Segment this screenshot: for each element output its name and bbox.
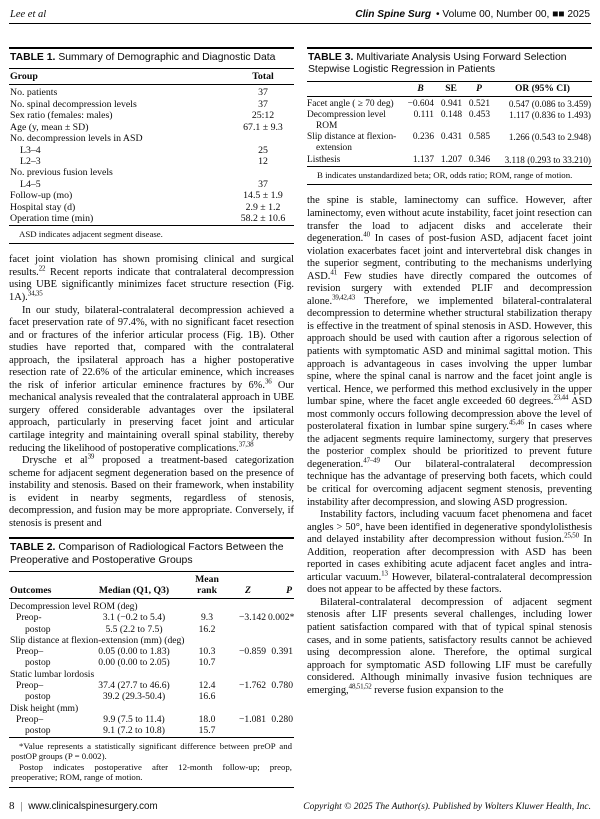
table-3-col-se: SE (437, 82, 465, 97)
table-row (9, 122, 294, 133)
table-3 (307, 47, 592, 185)
table-cell-value (232, 167, 294, 178)
table-row (9, 635, 294, 646)
table-cell-label: Age (y, mean ± SD) (10, 121, 89, 133)
running-head (9, 8, 591, 24)
table-2-caption: Comparison of Radiological Factors Between the Preoperative and Postoperative Groups (10, 542, 284, 566)
footer-separator: | (20, 800, 23, 812)
table-2-col-p: P (267, 572, 294, 599)
table-row (9, 680, 294, 691)
table-cell-se: 0.148 (440, 109, 462, 120)
table-cell-variable: Decompression level ROM (307, 109, 386, 131)
table-1-col-total: Total (232, 69, 294, 85)
table-cell-value (232, 133, 294, 144)
table-1-title (9, 47, 294, 69)
table-cell-or: 3.118 (0.293 to 33.210) (504, 154, 591, 165)
table-cell-p: 0.391 (271, 646, 293, 658)
footnote-text: B indicates unstandardized beta; OR, odds ratio; ROM, range of motion. (317, 169, 573, 180)
table-cell-z (229, 635, 267, 646)
table-cell-outcome: Preop– (16, 680, 44, 692)
table-row (9, 85, 294, 99)
table-row (9, 202, 294, 213)
table-cell-z: −1.762 (239, 680, 266, 692)
table-cell-p (267, 657, 294, 668)
table-cell-rank (185, 635, 229, 646)
table-cell-label: No. spinal decompression levels (10, 98, 137, 110)
table-cell-value: 14.5 ± 1.9 (243, 190, 283, 202)
table-cell-median: 9.1 (7.2 to 10.8) (103, 725, 165, 737)
table-cell-z: −3.142 (239, 612, 266, 624)
table-cell-z (229, 598, 267, 612)
table-cell-median (83, 669, 185, 680)
table-cell-se: 0.941 (440, 98, 462, 109)
table-cell-value: 25 (258, 144, 268, 156)
table-cell-label: L2–3 (20, 156, 41, 168)
table-3-col-p: P (465, 82, 493, 97)
right-column (307, 47, 592, 788)
table-cell-p: 0.280 (271, 713, 293, 725)
table-cell-value: 37 (258, 178, 268, 190)
table-2-title (9, 537, 294, 572)
table-cell-z: −0.859 (239, 646, 266, 658)
table-row (9, 179, 294, 190)
table-cell-p (267, 669, 294, 680)
table-cell-outcome: postop (25, 623, 51, 635)
table-row (9, 646, 294, 657)
table-row (9, 624, 294, 635)
table-cell-label: Hospital stay (d) (10, 201, 76, 213)
table-3-col-b: B (404, 82, 437, 97)
table-3-title (307, 47, 592, 82)
table-row (9, 714, 294, 725)
table-3-header-row (307, 82, 592, 97)
table-cell-z (229, 657, 267, 668)
table-cell-outcome: postop (25, 657, 51, 669)
table-2-col-outcomes: Outcomes (9, 572, 83, 599)
paragraph: facet joint violation has shown promising clinical and surgical results.$^{22}$ Recent reports indicate that contralateral decompression using UBE significantly minimizes facet structure resection (Fig. 1A).$^{34,35}$ (9, 254, 294, 303)
table-cell-outcome: Preop– (16, 646, 44, 658)
table-cell-p (267, 624, 294, 635)
running-head-authors: Lee et al (10, 9, 47, 20)
table-cell-p (267, 703, 294, 714)
table-cell-b: 0.236 (412, 132, 434, 143)
table-cell-rank: 12.4 (198, 680, 216, 692)
journal-issue-info: • Volume 00, Number 00, ■■ 2025 (435, 9, 590, 20)
table-cell-z (229, 725, 267, 737)
right-body-text (307, 195, 592, 697)
table-cell-value: 37 (258, 87, 268, 99)
table-1-col-group: Group (9, 69, 232, 85)
table-3-col-or: OR (95% CI) (493, 82, 592, 97)
two-column-layout (9, 47, 591, 788)
table-row (9, 669, 294, 680)
table-cell-rank: 10.3 (198, 646, 216, 658)
table-cell-b: 1.137 (412, 154, 434, 165)
table-row (9, 145, 294, 156)
table-row (307, 110, 592, 132)
table-row (9, 156, 294, 167)
journal-url-link[interactable]: www.clinicalspinesurgery.com (28, 801, 158, 812)
table-cell-z: −1.081 (239, 713, 266, 725)
table-row (9, 703, 294, 714)
table-cell-z (229, 703, 267, 714)
table-cell-z (229, 669, 267, 680)
table-2-grid (9, 572, 294, 738)
table-cell-label: No. patients (10, 87, 58, 99)
left-column (9, 47, 294, 788)
table-1-grid (9, 69, 294, 225)
table-2-col-z: Z (229, 572, 267, 599)
table-cell-rank: 10.7 (198, 657, 216, 669)
table-cell-label: Sex ratio (females: males) (10, 110, 113, 122)
table-cell-rank: 18.0 (198, 713, 216, 725)
table-cell-label: No. previous fusion levels (10, 167, 113, 179)
table-cell-outcome: postop (25, 691, 51, 703)
table-row (9, 657, 294, 668)
paragraph: In our study, bilateral-contralateral decompression achieved a facet preservation rate of 97.4%, with no significant facet resection and or fractures of the inferior articular process (Fig. 1B). Other studies have reported that, compared with the contralateral approach, the ipsilateral approach has a higher postoperative resection rate of 22.6% of the articular eminence, which increases the risk of inferior articular eminence fractures by 6%.$^{36}$ Our mechanical analysis revealed that the contralateral approach in UBE surgery offered considerable advantages over the ipsilateral approach, particularly in preserving facet joint and articular cartilage integrity and maintaining overall spinal stability, thereby reducing the likelihood of postoperative complications.$^{37,38}$ (9, 304, 294, 454)
table-row (9, 167, 294, 178)
table-cell-rank (185, 669, 229, 680)
table-cell-z (229, 624, 267, 635)
table-cell-value: 25:12 (251, 110, 275, 122)
table-1-caption: Summary of Demographic and Diagnostic Data (58, 52, 276, 63)
table-2 (9, 537, 294, 788)
table-cell-label: L4–5 (20, 178, 41, 190)
table-cell-p: 0.453 (468, 109, 490, 120)
table-row (9, 99, 294, 110)
table-cell-value: 37 (258, 98, 268, 110)
table-cell-p (267, 725, 294, 737)
table-cell-se: 0.431 (440, 132, 462, 143)
table-cell-p (267, 598, 294, 612)
paragraph: the spine is stable, laminectomy can suffice. However, after laminectomy, even without acute instability, facet joint resection can transfer the load to adjacent disks and accelerate their degeneration.$^{40}$ In cases of post-fusion ASD, adjacent facet joint violation exacerbates facet joint and intervertebral disk changes in the superior segment, contributing to the mechanisms underlying ASD.$^{41}$ Few studies have directly compared the outcomes of revision surgery with extended PLIF and decompression alone.$^{39,42,43}$ Therefore, we implemented bilateral-contralateral decompression to determine whether structural stabilization therapy is effective in the treatment of spinal stenosis in ASD. However, this approach should be used with caution after a rigorous selection of patients with symptomatic ASD and minimal sagittal motion. This approach is advantageous in cases involving the upper lumbar spine, where the spinal canal is narrow and the facet joint angle is vertical. Hence, we performed this method exclusively in the upper lumbar spine, where the facet angle exceeded 60 degrees.$^{23,44}$ ASD most commonly occurs following decompression above the level of posterolateral fixation in lumbar spine surgery.$^{45,46}$ In cases where the adjacent segments require laminectomy, surgery that preserves the posterior complex should be prioritized to prevent future degeneration.$^{47-49}$ Our bilateral-contralateral decompression technique has the advantage of preserving both facets, which could be critical for overcoming adjacent segment stenosis, preventing instability after decompression, and slowing ASD progression. (307, 195, 592, 508)
table-row (9, 612, 294, 623)
running-head-journal-line (355, 9, 590, 20)
page-footer (9, 800, 591, 812)
table-cell-rank: 16.6 (198, 691, 216, 703)
table-cell-p (267, 635, 294, 646)
table-cell-b: −0.604 (407, 98, 434, 109)
table-row (9, 190, 294, 201)
table-row (9, 133, 294, 144)
table-2-footnotes (9, 738, 294, 788)
table-3-label: TABLE 3. (308, 52, 354, 63)
table-row (9, 598, 294, 612)
table-3-caption: Multivariate Analysis Using Forward Selection Stepwise Logistic Regression in Patients (308, 52, 567, 76)
table-cell-label: L3–4 (20, 144, 41, 156)
table-cell-z (229, 691, 267, 702)
table-cell-p (267, 691, 294, 702)
footnote-text: *Value represents a statistically significant difference between preOP and postOP groups (P = 0.002). (11, 740, 292, 762)
table-cell-median: 39.2 (29.3-50.4) (102, 691, 166, 703)
table-cell-b: 0.111 (413, 109, 434, 120)
journal-name: Clin Spine Surg (355, 9, 432, 20)
table-cell-rank (185, 703, 229, 714)
table-cell-outcome: Slip distance at flexion-extension (mm) (deg) (10, 634, 185, 646)
table-1 (9, 47, 294, 244)
table-cell-outcome: Preop– (16, 713, 44, 725)
table-row (307, 96, 592, 110)
table-cell-variable: Facet angle ( ≥ 70 deg) (307, 98, 394, 109)
table-cell-outcome: Preop- (16, 612, 42, 624)
table-cell-median: 37.4 (27.7 to 46.6) (98, 680, 170, 692)
table-cell-median: 3.1 (−0.2 to 5.4) (102, 612, 166, 624)
left-body-text (9, 254, 294, 530)
table-row (307, 155, 592, 167)
table-cell-or: 1.266 (0.543 to 2.948) (508, 132, 591, 143)
table-cell-outcome: Decompression level ROM (deg) (10, 600, 138, 612)
footnote-text: ASD indicates adjacent segment disease. (19, 228, 163, 239)
table-cell-value: 67.1 ± 9.3 (243, 121, 283, 133)
table-cell-p: 0.346 (468, 154, 490, 165)
table-3-grid (307, 82, 592, 167)
paragraph: Drysche et $al^{39}$ proposed a treatment-based categorization scheme for adjacent segment degeneration based on the presence of instability and stenosis. Based on their framework, when instability is evident in nearby segments, regardless of stenosis, decompression, and fusion may be more appropriate. Conversely, if stenosis is present and (9, 452, 294, 529)
table-cell-value: 58.2 ± 10.6 (240, 213, 286, 225)
footnote-text: Postop indicates postoperative after 12-month follow-up; preop, preoperative; ROM, range of motion. (11, 761, 292, 783)
table-cell-median: 0.00 (0.00 to 2.05) (98, 657, 170, 669)
table-cell-outcome: Disk height (mm) (10, 702, 79, 714)
table-cell-outcome: Static lumbar lordosis (10, 668, 95, 680)
table-2-header-row (9, 572, 294, 599)
table-1-label: TABLE 1. (10, 52, 56, 63)
table-cell-rank: 9.3 (201, 612, 213, 624)
table-cell-p: 0.585 (468, 132, 490, 143)
footer-left (9, 800, 158, 812)
table-cell-p: 0.521 (468, 98, 490, 109)
table-cell-label: No. decompression levels in ASD (10, 133, 143, 145)
table-cell-p: 0.780 (271, 680, 293, 692)
table-cell-value: 12 (258, 156, 268, 168)
table-3-col-variable (307, 82, 404, 97)
table-2-label: TABLE 2. (10, 542, 56, 554)
table-cell-outcome: postop (25, 725, 51, 737)
table-cell-se: 1.207 (440, 154, 462, 165)
table-row (9, 725, 294, 737)
table-2-col-rank: Mean rank (185, 572, 229, 599)
copyright-notice: Copyright © 2025 The Author(s). Published by Wolters Kluwer Health, Inc. (303, 802, 591, 812)
table-row (307, 132, 592, 154)
table-cell-rank (185, 598, 229, 612)
table-cell-variable: Listhesis (307, 154, 341, 165)
table-2-col-median: Median (Q1, Q3) (83, 572, 185, 599)
table-row (9, 213, 294, 225)
table-cell-median: 9.9 (7.5 to 11.4) (103, 713, 165, 725)
table-cell-value: 2.9 ± 1.2 (245, 201, 281, 213)
table-3-footnote (307, 167, 592, 186)
table-cell-median: 0.05 (0.00 to 1.83) (98, 646, 170, 658)
paragraph: Bilateral-contralateral decompression of adjacent segment stenosis after LIF presents several challenges, including lower patient satisfaction compared with that of typical spinal stenosis cases, and in some patients, satisfactory results cannot be achieved using decompression alone. Therefore, the optimal surgical approach for symptomatic ASD following LIF must be carefully considered. Although minimally invasive fusion techniques are emerging,$^{48,51,52}$ reverse fusion expansion to the (307, 596, 592, 696)
table-cell-label: Operation time (min) (10, 213, 94, 225)
paragraph: Instability factors, including vacuum facet phenomena and facet angles > 50°, have been identified in degenerative spondylolisthesis and delayed instability after decompression without fusion.$^{25,50}$ In Addition, reoperation after decompression with ASD has been reported in cases exhibiting acute adjacent facet angles and intra-articular vacuum.$^{13}$ However, bilateral-contralateral decompression does not appear to be affected by these factors. (307, 509, 592, 596)
table-cell-rank: 15.7 (198, 725, 216, 737)
table-cell-rank: 16.2 (198, 623, 216, 635)
table-cell-median (83, 703, 185, 714)
table-cell-median: 5.5 (2.2 to 7.5) (105, 623, 163, 635)
table-cell-p: 0.002* (268, 612, 295, 624)
table-cell-label: Follow-up (mo) (10, 190, 73, 202)
page-number: 8 (9, 800, 15, 812)
table-1-footnote (9, 226, 294, 245)
table-cell-or: 0.547 (0.086 to 3.459) (508, 98, 591, 109)
table-cell-variable: Slip distance at flexion-extension (307, 132, 397, 154)
table-cell-or: 1.117 (0.836 to 1.493) (509, 109, 591, 120)
table-row (9, 691, 294, 702)
table-row (9, 110, 294, 121)
table-1-header-row (9, 69, 294, 85)
